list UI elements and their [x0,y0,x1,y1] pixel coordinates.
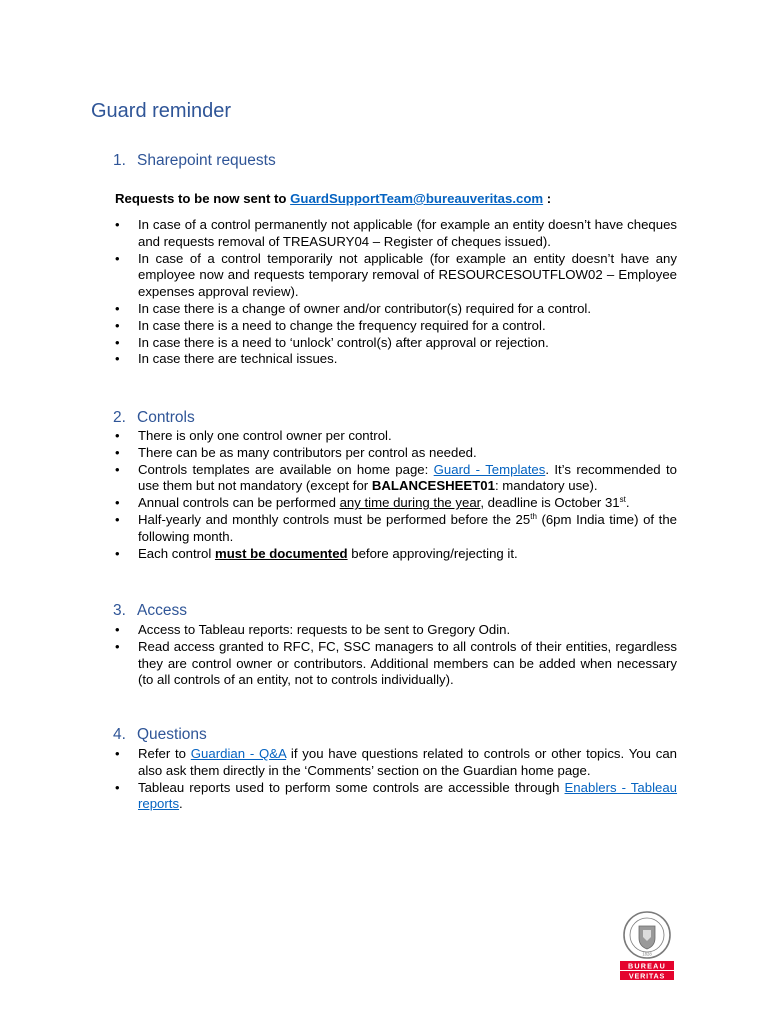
list-item [113,512,677,546]
ordinal-suffix: st [619,495,626,505]
support-email-link[interactable]: GuardSupportTeam@bureauveritas.com [290,191,544,206]
guardian-qa-link[interactable]: Guardian - Q&A [190,746,287,761]
section-number: 3. [113,602,126,619]
section-number: 4. [113,726,126,743]
section-title: Access [137,602,187,619]
section-heading-sharepoint [113,151,276,171]
bureau-veritas-logo [617,910,677,982]
text: Each control [138,545,215,561]
text: : mandatory use). [494,478,598,494]
guard-templates-link[interactable]: Guard - Templates [433,461,546,477]
questions-list [113,746,677,813]
list-item [113,780,677,814]
list-item: • In case there is a need to change the frequency required for a control. [113,318,677,335]
section-title: Sharepoint requests [137,152,276,169]
text: . [179,796,183,812]
section-number: 2. [113,409,126,426]
text: . It’s recommended to use them but not mandatory (except for [138,461,677,494]
list-item: • There can be as many contributors per control as needed. [113,445,677,462]
emphasis-text: must be documented [214,545,348,561]
list-item [113,495,677,512]
intro-colon: : [543,191,552,206]
text: if you have questions related to controls or other topics. You can also ask them directly in the ‘Comments’ section on the Guardian home page. [138,746,678,778]
list-item: • In case there are technical issues. [113,351,677,368]
ordinal-suffix: th [530,511,537,521]
list-item [113,462,677,496]
text: Controls templates are available on home page: [138,461,434,477]
requests-intro [115,190,551,207]
enablers-tableau-link[interactable]: Enablers - Tableau reports [138,779,678,812]
sharepoint-request-list [113,217,677,368]
list-item: • Access to Tableau reports: requests to be sent to Gregory Odin. [113,622,677,639]
text: , deadline is October 31 [480,495,620,511]
control-code: BALANCESHEET01 [371,478,495,494]
text: Tableau reports used to perform some controls are accessible through [138,779,565,795]
underlined-text: any time during the year [339,495,481,511]
text: Half-yearly and monthly controls must be performed before the 25 [138,511,531,527]
logo-word-bureau: BUREAU [628,961,666,971]
section-heading-questions [113,725,207,745]
section-title: Controls [137,409,195,426]
section-heading-access [113,601,187,621]
logo-word-veritas: VERITAS [628,971,666,981]
page-title: Guard reminder [91,100,232,122]
logo-year: 1828 [642,951,652,957]
controls-list [113,428,677,562]
list-item: • In case there is a need to ‘unlock’ control(s) after approval or rejection. [113,335,677,352]
text: Refer to [138,746,191,761]
access-list [113,622,677,689]
text: before approving/rejecting it. [347,545,518,561]
list-item: • In case there is a change of owner and/or contributor(s) required for a control. [113,301,677,318]
list-item: • Read access granted to RFC, FC, SSC managers to all controls of their entities, regardless they are control owner or contributors. Additional members can be added when necessary (to all controls of an entity, not to controls individually). [113,639,677,689]
list-item [113,546,677,563]
text: . [625,495,630,511]
intro-text: Requests to be now sent to [115,191,291,206]
section-title: Questions [137,726,207,743]
section-heading-controls [113,408,195,428]
list-item: • In case of a control permanently not applicable (for example an entity doesn’t have cheques and requests removal of TREASURY04 – Register of cheques issued). [113,217,677,251]
list-item [113,746,677,780]
list-item: • There is only one control owner per control. [113,428,677,445]
text: Annual controls can be performed [138,495,340,511]
text: (6pm India time) of the following month. [138,511,677,544]
section-number: 1. [113,152,126,169]
logo-seal-icon [624,912,670,958]
list-item: • In case of a control temporarily not applicable (for example an entity doesn’t have any employee now and requests temporary removal of RESOURCESOUTFLOW02 – Employee expenses approval review). [113,251,677,301]
